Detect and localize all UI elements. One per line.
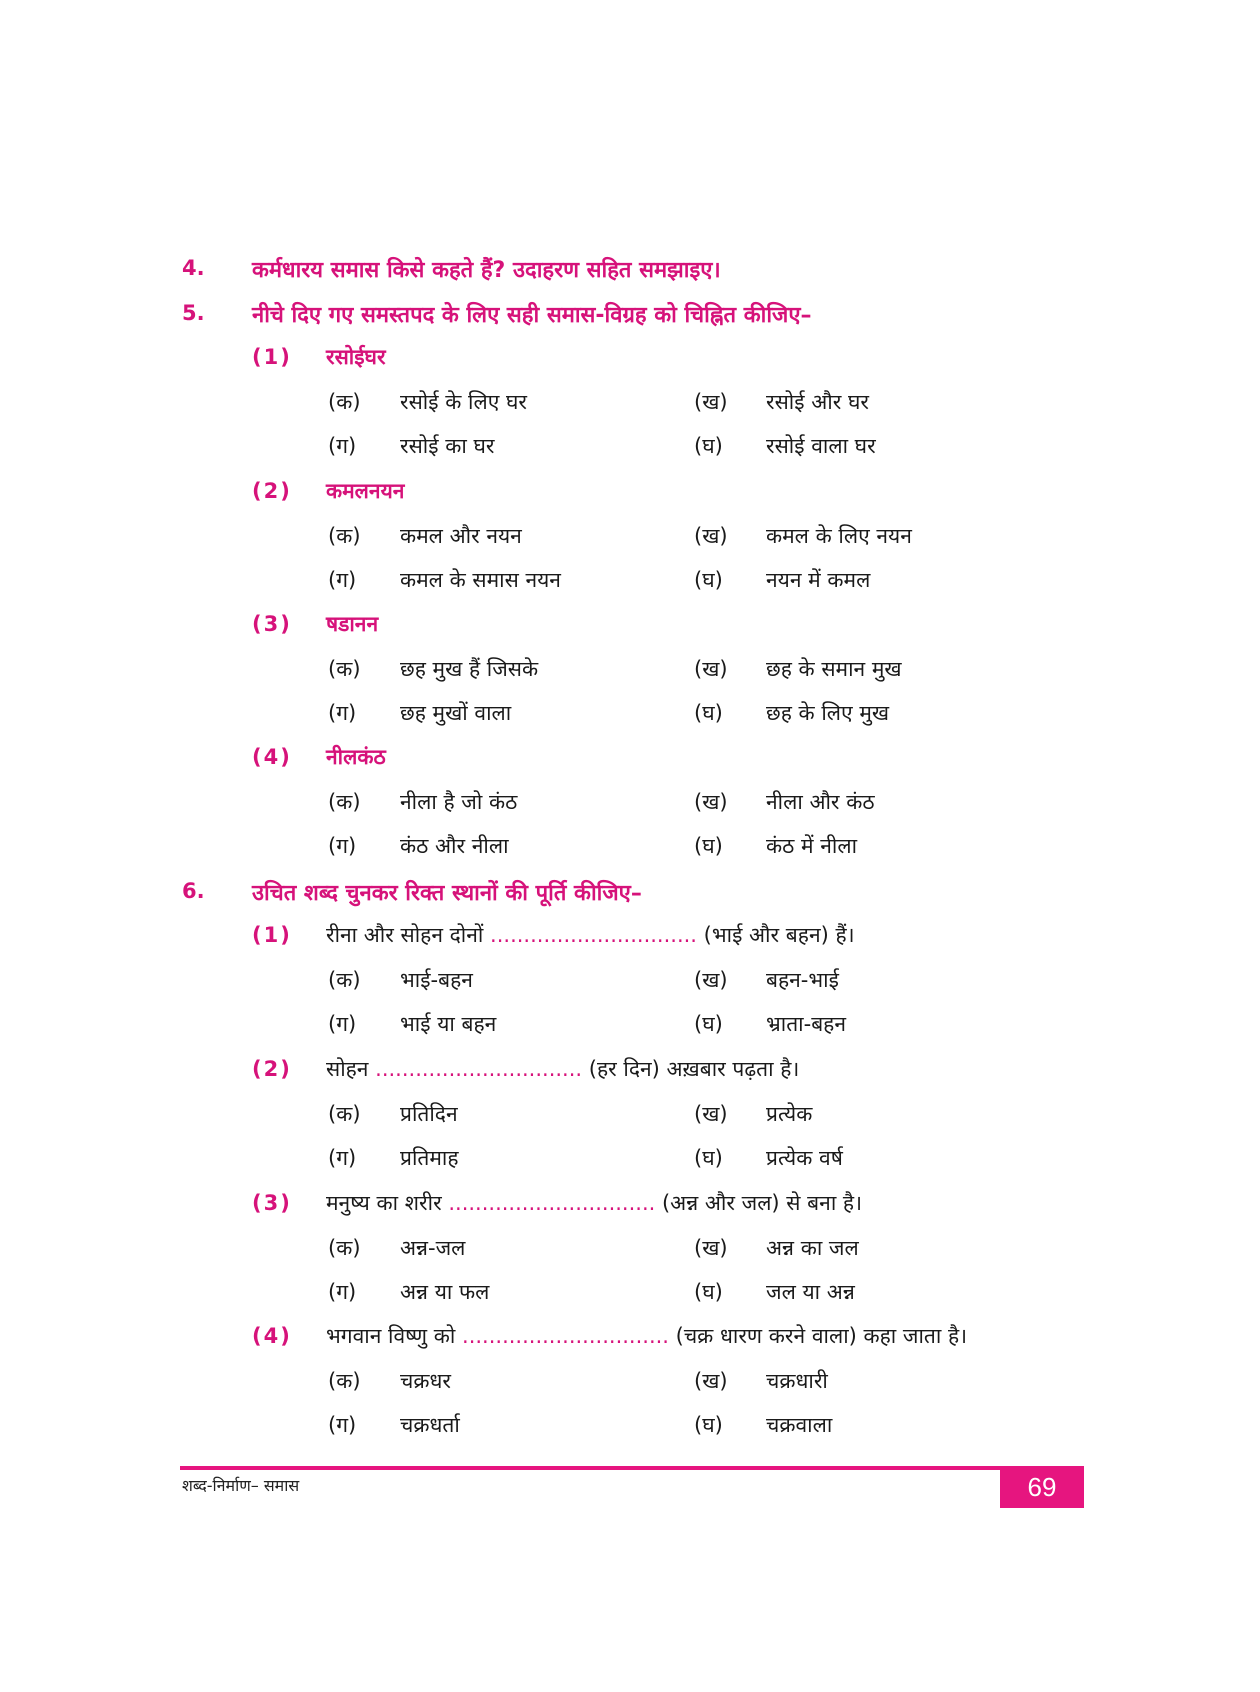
q5-item-1-number: (1) (252, 345, 292, 369)
q6-2-option-kha[interactable]: (ख) प्रत्येक (694, 1102, 813, 1126)
question-5-text: नीचे दिए गए समस्तपद के लिए सही समास-विग्रह को चिह्नित कीजिए– (252, 303, 812, 328)
q6-item-2: (2) सोहन ............................... (हर दिन) अख़बार पढ़ता है। (252, 1057, 800, 1081)
q6-3-option-ga[interactable]: (ग) अन्न या फल (328, 1280, 490, 1304)
question-6-number: 6. (182, 879, 205, 903)
question-4-text: कर्मधारय समास किसे कहते हैं? उदाहरण सहित समझाइए। (252, 258, 721, 283)
q5-item-4 (252, 743, 386, 777)
q6-4-option-kha[interactable]: (ख) चक्रधारी (694, 1369, 828, 1393)
question-6-text: उचित शब्द चुनकर रिक्त स्थानों की पूर्ति कीजिए– (252, 881, 642, 906)
question-5-number: 5. (182, 301, 205, 325)
q6-1-option-kha[interactable]: (ख) बहन-भाई (694, 968, 839, 992)
q5-2-option-ga[interactable]: (ग) कमल के समास नयन (328, 568, 561, 592)
q5-4-option-ga[interactable]: (ग) कंठ और नीला (328, 834, 509, 858)
q5-1-option-ga[interactable]: (ग) रसोई का घर (328, 434, 495, 458)
q6-item-1: (1) रीना और सोहन दोनों ............................... (भाई और बहन) हैं। (252, 923, 855, 947)
blank: ............................... (490, 923, 697, 947)
q5-item-3 (252, 610, 378, 644)
q6-item-1-number: (1) (252, 923, 292, 947)
q5-3-option-kha[interactable]: (ख) छह के समान मुख (694, 657, 902, 681)
blank: ............................... (448, 1191, 656, 1215)
q5-item-1 (252, 343, 386, 377)
blank: ............................... (462, 1324, 669, 1348)
q6-2-option-gha[interactable]: (घ) प्रत्येक वर्ष (694, 1146, 843, 1170)
q6-4-option-ka[interactable]: (क) चक्रधर (328, 1369, 451, 1393)
q6-3-option-gha[interactable]: (घ) जल या अन्न (694, 1280, 855, 1304)
q5-item-2-head: कमलनयन (326, 479, 405, 503)
q5-2-option-gha[interactable]: (घ) नयन में कमल (694, 568, 871, 592)
q6-item-2-number: (2) (252, 1057, 292, 1081)
q6-item-3-number: (3) (252, 1191, 292, 1215)
q5-item-2-number: (2) (252, 479, 292, 503)
q6-2-option-ga[interactable]: (ग) प्रतिमाह (328, 1146, 459, 1170)
footer-divider (180, 1466, 1084, 1470)
q5-4-option-ka[interactable]: (क) नीला है जो कंठ (328, 790, 518, 814)
q6-3-option-ka[interactable]: (क) अन्न-जल (328, 1236, 466, 1260)
q5-4-option-gha[interactable]: (घ) कंठ में नीला (694, 834, 858, 858)
q6-item-4: (4) भगवान विष्णु को ............................... (चक्र धारण करने वाला) कहा जाता है। (252, 1324, 968, 1348)
q5-item-3-head: षडानन (326, 612, 379, 636)
q6-2-option-ka[interactable]: (क) प्रतिदिन (328, 1102, 458, 1126)
q6-3-option-kha[interactable]: (ख) अन्न का जल (694, 1236, 859, 1260)
q6-1-option-ka[interactable]: (क) भाई-बहन (328, 968, 473, 992)
q6-4-option-gha[interactable]: (घ) चक्रवाला (694, 1413, 833, 1437)
page-number: 69 (1000, 1466, 1084, 1508)
q5-3-option-ga[interactable]: (ग) छह मुखों वाला (328, 701, 512, 725)
q5-item-2 (252, 477, 404, 511)
footer-chapter-title: शब्द-निर्माण– समास (182, 1476, 300, 1495)
q5-item-1-head: रसोईघर (326, 345, 386, 369)
q5-1-option-kha[interactable]: (ख) रसोई और घर (694, 390, 869, 414)
question-4-number: 4. (182, 256, 205, 280)
q6-1-option-gha[interactable]: (घ) भ्राता-बहन (694, 1012, 846, 1036)
q5-4-option-kha[interactable]: (ख) नीला और कंठ (694, 790, 875, 814)
q5-item-4-number: (4) (252, 745, 292, 769)
blank: ............................... (375, 1057, 583, 1081)
q5-2-option-kha[interactable]: (ख) कमल के लिए नयन (694, 524, 912, 548)
q5-1-option-gha[interactable]: (घ) रसोई वाला घर (694, 434, 876, 458)
q5-item-3-number: (3) (252, 612, 292, 636)
q5-item-4-head: नीलकंठ (326, 745, 386, 769)
q5-2-option-ka[interactable]: (क) कमल और नयन (328, 524, 522, 548)
q6-item-4-number: (4) (252, 1324, 292, 1348)
q5-3-option-ka[interactable]: (क) छह मुख हैं जिसके (328, 657, 539, 681)
q6-4-option-ga[interactable]: (ग) चक्रधर्ता (328, 1413, 460, 1437)
q5-3-option-gha[interactable]: (घ) छह के लिए मुख (694, 701, 890, 725)
q6-item-3: (3) मनुष्य का शरीर ............................... (अन्न और जल) से बना है। (252, 1191, 863, 1215)
q6-1-option-ga[interactable]: (ग) भाई या बहन (328, 1012, 497, 1036)
q5-1-option-ka[interactable]: (क) रसोई के लिए घर (328, 390, 527, 414)
